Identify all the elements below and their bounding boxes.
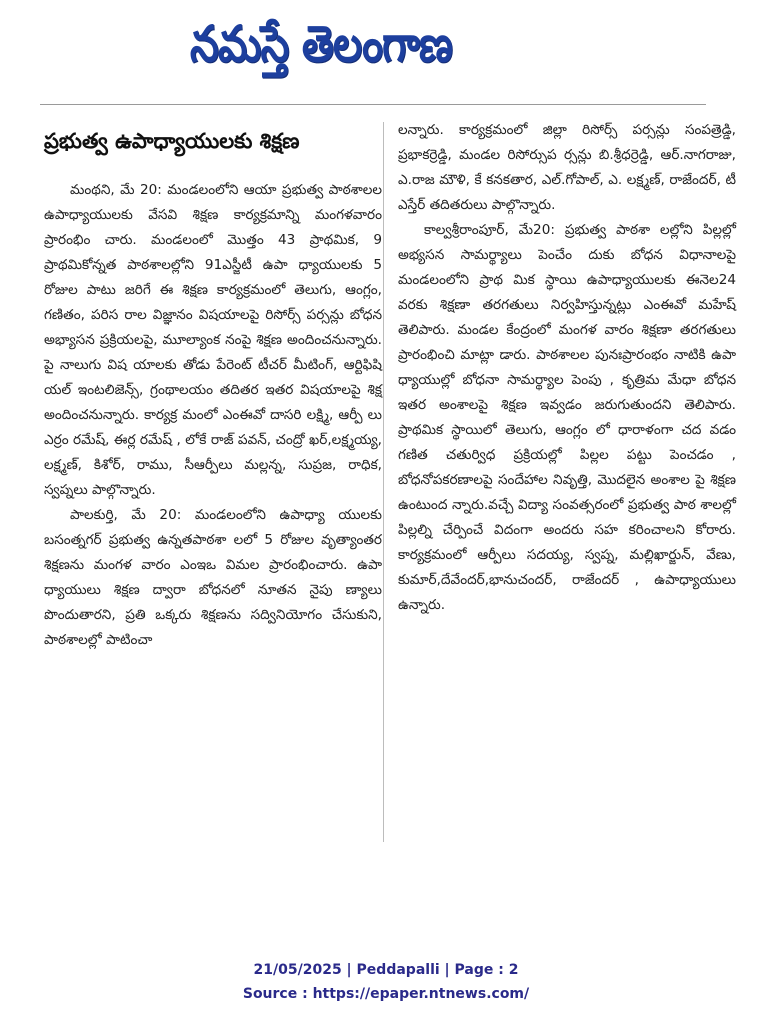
- article-column-right: [398, 118, 736, 618]
- article-paragraph: కాల్వశ్రీరాంపూర్, మే20: ప్రభుత్వ పాఠశా లల్లోని పిల్లల్లో అభ్యసన సామర్థ్యాలు పెంచేం దుకు బోధన విధానాలపై మండలంలోని ప్రాథ మిక స్థాయి ఉపాధ్యాయులకు ఈనెల24 వరకు శిక్షణా తరగతులు నిర్వహిస్తున్నట్లు ఎంఈవో మహేష్ తెలిపారు. మండల కేంద్రంలో మంగళ వారం శిక్షణా తరగతులు ప్రారంభించి మాట్లా డారు. పాఠశాలల పునఃప్రారంభం నాటికి ఉపా ధ్యాయుల్లో బోధనా సామర్థ్యాల పెంపు , కృత్రిమ మేధా బోధన ఇతర అంశాలపై శిక్షణ ఇవ్వడం జరుగుతుందని తెలిపారు. ప్రాథమిక స్థాయిలో తెలుగు, ఆంగ్లం లో ధారాళంగా చద వడం గణిత చతుర్విధ ప్రక్రియల్లో పిల్లల పట్టు పెంచడం , బోధనోపకరణాలపై సందేహాల నివృత్తి, మొదలైన అంశాల పై శిక్షణ ఉంటుంద న్నారు.వచ్చే విద్యా సంవత్సరంలో ప్రభుత్వ పాఠ శాలల్లో పిల్లల్ని చేర్పించే విదంగా అందరు సహ కరించాలని కోరారు. కార్యక్రమంలో ఆర్పీలు సదయ్య, స్వప్న, మల్లిఖార్జున్, వేణు, కుమార్,దేవేందర్,భానుచందర్, రాజేందర్ , ఉపాధ్యాయులు ఉన్నారు.: [398, 222, 736, 613]
- article-paragraph: మంథని, మే 20: మండలంలోని ఆయా ప్రభుత్వ పాఠశాలల ఉపాధ్యాయులకు వేసవి శిక్షణ కార్యక్రమాన్ని మంగళవారం ప్రారంభిం చారు. మండలంలో మొత్తం 43 ప్రాథమిక, 9 ప్రాథమికోన్నత పాఠశాలల్లోని 91ఎస్జీటీ ఉపా ధ్యాయులకు 5 రోజుల పాటు జరిగే ఈ శిక్షణ కార్యక్రమంలో తెలుగు, ఆంగ్లం, గణితం, పరిస రాల విజ్ఞానం విషయాలపై రిసోర్స్ పర్సన్లు బోధన అభ్యాసన ప్రక్రియలపై, మూల్యాంక నంపై శిక్షణ అందించనున్నారు. పై నాలుగు విష యాలకు తోడు పేరెంట్ టీచర్ మీటింగ్, ఆర్టిఫిషి యల్ ఇంటలిజెన్స్, గ్రంథాలయం తదితర ఇతర విషయాలపై శిక్ష అందించనున్నారు. కార్యక్ర మంలో ఎంఈవో దాసరి లక్ష్మి, ఆర్పీ లు ఎర్రం రమేష్, ఈర్ల రమేష్ , లోకే రాజ్ పవన్, చంద్రో ఖర్,లక్ష్మయ్య, లక్ష్మణ్, కిశోర్, రాము, సీఆర్పీలు మల్లన్న, సుప్రజ, రాధిక, స్వప్నలు పాల్గొన్నారు.: [44, 182, 382, 498]
- newspaper-logo: నమస్తే తెలంగాణ: [190, 15, 453, 73]
- article-paragraph: పాలకుర్తి, మే 20: మండలంలోని ఉపాధ్యా యులకు బసంత్నగర్ ప్రభుత్వ ఉన్నతపాఠశా లలో 5 రోజుల వృత్యాంతర శిక్షణను మంగళ వారం ఎంఇఒ విమల ప్రారంభించారు. ఉపా ధ్యాయులు శిక్షణ ద్వారా బోధనలో నూతన నైపు ణ్యాలు పొందుతారని, ప్రతి ఒక్కరు శిక్షణను సద్వినియోగం చేసుకుని, పాఠశాలల్లో పాటించా: [44, 507, 382, 648]
- article-headline: ప్రభుత్వ ఉపాధ్యాయులకు శిక్షణ: [44, 129, 300, 153]
- article-column-left: [44, 118, 382, 653]
- header-divider: [40, 104, 706, 105]
- column-divider: [383, 122, 384, 842]
- article-paragraph: లన్నారు. కార్యక్రమంలో జిల్లా రిసోర్స్ పర్సన్లు సంపత్రెడ్డి, ప్రభాకర్రెడ్డి, మండల రిసోర్సుప ర్సన్లు బి.శ్రీధర్రెడ్డి, ఆర్.నాగరాజు, ఎ.రాజ మౌళి, కే కనకతార, ఎల్.గోపాల్, ఎ. లక్ష్మణ్, రాజేందర్, టీ ఎస్తేర్ తదితరులు పాల్గొన్నారు.: [398, 122, 736, 213]
- footer-source: Source : https://epaper.ntnews.com/: [242, 986, 530, 1002]
- footer-date-edition: 21/05/2025 | Peddapalli | Page : 2: [253, 962, 519, 978]
- masthead: [0, 0, 772, 92]
